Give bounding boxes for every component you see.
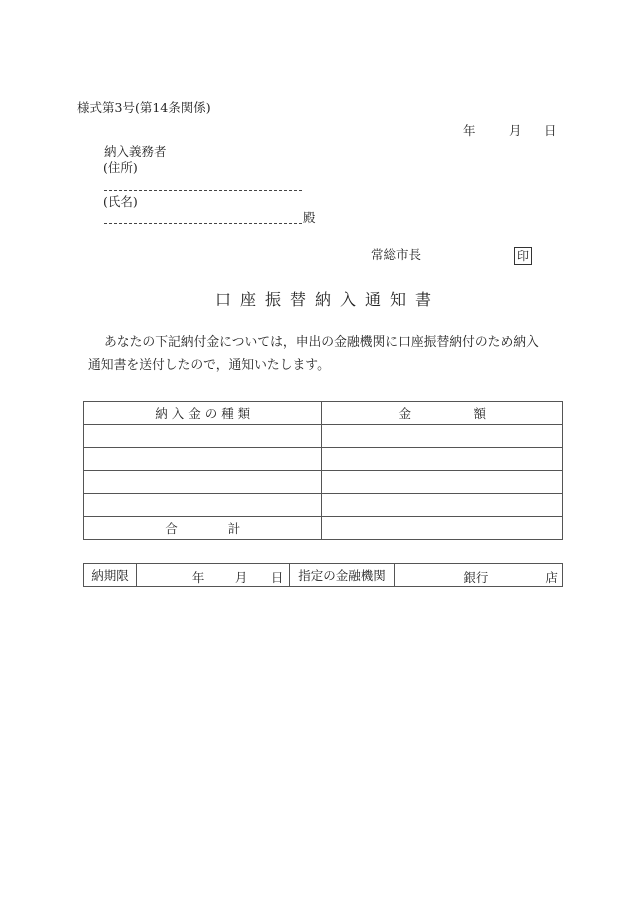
- header-type: 納 入 金 の 種 類: [84, 402, 322, 425]
- due-date-cell: [136, 564, 289, 587]
- document-title: 口座振替納入通知書: [215, 290, 441, 309]
- address-line: [104, 190, 302, 191]
- due-label: 納期限: [84, 564, 137, 587]
- due-day: 日: [270, 570, 284, 585]
- amount-cell: [322, 494, 563, 517]
- total-value: [322, 517, 563, 540]
- table-row: [84, 471, 563, 494]
- type-cell: [84, 425, 322, 448]
- issuer-name: 常総市長: [371, 247, 422, 262]
- bank-label: 銀行: [463, 570, 489, 585]
- body-line-1: あなたの下記納付金については，申出の金融機関に口座振替納付のため納入: [104, 335, 539, 350]
- header-amount: 金 額: [322, 402, 563, 425]
- amount-cell: [322, 448, 563, 471]
- branch-label: 店: [545, 570, 558, 585]
- table-header-row: [84, 402, 563, 425]
- due-year: 年: [191, 570, 205, 585]
- body-line-2: 通知書を送付したので，通知いたします。: [88, 358, 330, 373]
- date-day: 日: [544, 123, 557, 138]
- address-label: (住所): [103, 160, 138, 175]
- type-cell: [84, 494, 322, 517]
- total-row: [84, 517, 563, 540]
- institution-label: 指定の金融機関: [289, 564, 395, 587]
- payer-label: 納入義務者: [104, 144, 167, 159]
- due-table: [83, 563, 563, 587]
- type-cell: [84, 448, 322, 471]
- amount-table: [83, 401, 563, 540]
- total-label: 合 計: [84, 517, 322, 540]
- seal-mark: 印: [514, 247, 532, 265]
- name-label: (氏名): [103, 194, 138, 209]
- amount-cell: [322, 425, 563, 448]
- due-month: 月: [234, 570, 248, 585]
- table-row: [84, 494, 563, 517]
- date-month: 月: [509, 123, 522, 138]
- name-line: [104, 223, 302, 224]
- form-number: 様式第3号(第14条関係): [77, 100, 211, 115]
- amount-cell: [322, 471, 563, 494]
- bank-cell: [395, 564, 563, 587]
- type-cell: [84, 471, 322, 494]
- table-row: [84, 448, 563, 471]
- due-row: [84, 564, 563, 587]
- table-row: [84, 425, 563, 448]
- date-year: 年: [463, 123, 476, 138]
- honorific: 殿: [303, 210, 316, 225]
